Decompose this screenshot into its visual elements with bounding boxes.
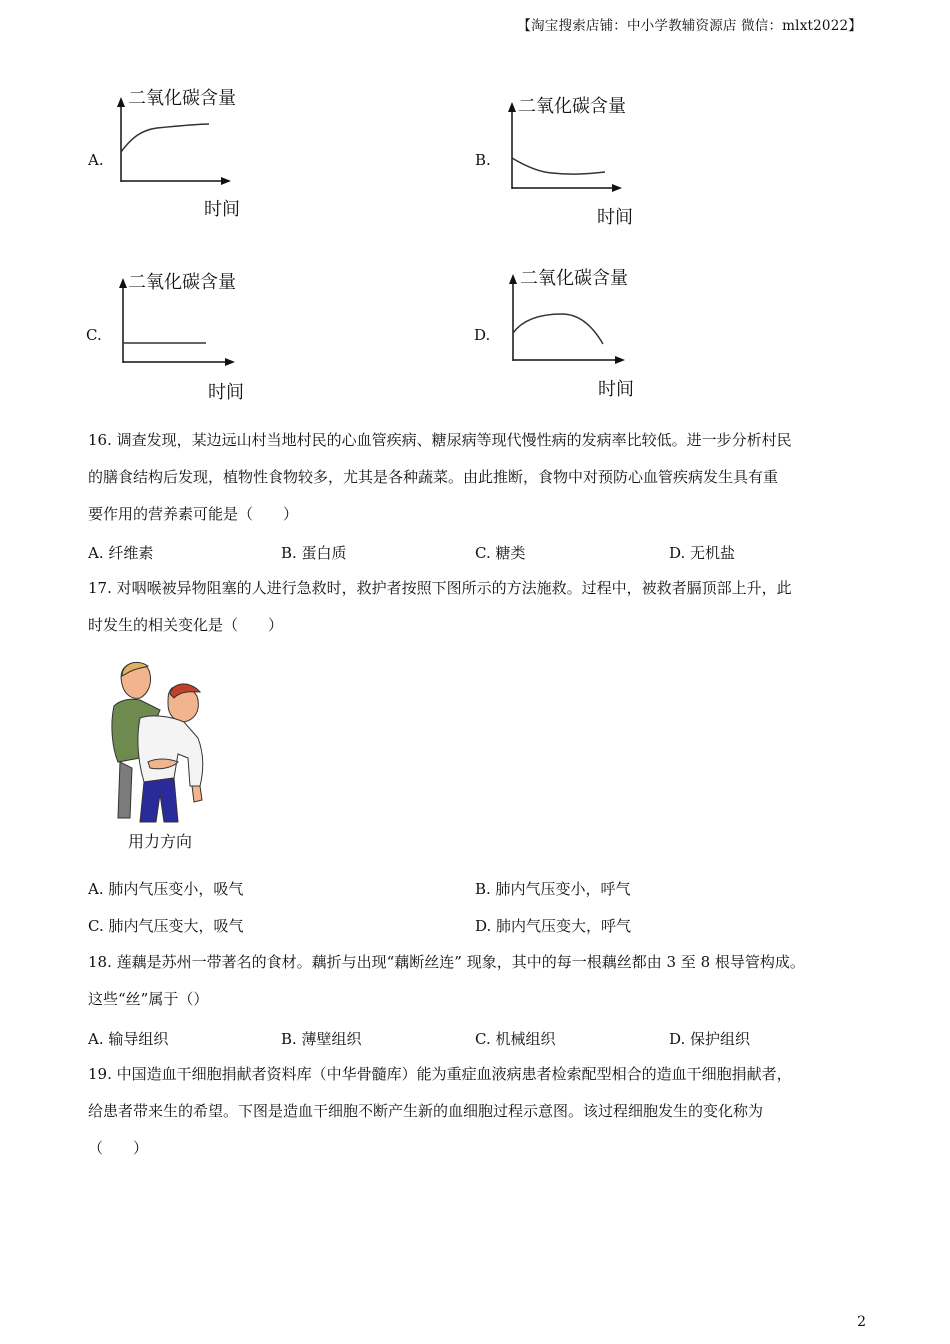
- graph-d-y-arrow: [509, 274, 517, 284]
- option-letter-d: D.: [474, 326, 491, 344]
- figure-caption: 用力方向: [128, 832, 193, 851]
- q16-line-3: 要作用的营养素可能是（ ）: [88, 505, 299, 523]
- q16-line-1: 16. 调查发现，某边远山村当地村民的心血管疾病、糖尿病等现代慢性病的发病率比较低。进一步分析村民: [88, 431, 792, 449]
- q19-line-1: 19. 中国造血干细胞捐献者资料库（中华骨髓库）能为重症血液病患者检索配型相合的造血干细胞捐献者，: [88, 1065, 792, 1083]
- graph-a: [112, 82, 262, 227]
- option-letter-c: C.: [86, 326, 102, 344]
- victim-shirt: [138, 716, 203, 786]
- q17-option-b: B. 肺内气压变小，呼气: [475, 880, 631, 898]
- graph-b-y-arrow: [508, 102, 516, 112]
- q18-option-a: A. 输导组织: [88, 1030, 169, 1048]
- graph-b-curve: [512, 158, 605, 174]
- q17-option-c: C. 肺内气压变大，吸气: [88, 917, 244, 935]
- graph-c-x-arrow: [225, 358, 235, 366]
- q16-line-2: 的膳食结构后发现，植物性食物较多，尤其是各种蔬菜。由此推断，食物中对预防心血管疾病发生具有重: [88, 468, 779, 486]
- page-header: 【淘宝搜索店铺：中小学教辅资源店 微信：mlxt2022】: [517, 18, 862, 34]
- graph-c: [114, 262, 264, 407]
- graph-c-xlabel: 时间: [208, 382, 244, 403]
- graph-d-curve: [513, 314, 603, 344]
- victim-pants: [140, 778, 178, 822]
- q16-option-d: D. 无机盐: [669, 544, 736, 562]
- option-letter-b: B.: [475, 151, 491, 169]
- q16-option-a: A. 纤维素: [88, 544, 154, 562]
- q19-line-2: 给患者带来生的希望。下图是造血干细胞不断产生新的血细胞过程示意图。该过程细胞发生的变化称为: [88, 1102, 764, 1120]
- rescuer-legs: [118, 762, 132, 818]
- graph-a-x-arrow: [221, 177, 231, 185]
- q17-line-1: 17. 对咽喉被异物阻塞的人进行急救时，救护者按照下图所示的方法施救。过程中，被救者膈顶部上升，此: [88, 579, 792, 597]
- q18-line-2: 这些“丝”属于（）: [88, 990, 209, 1008]
- victim-hand: [192, 786, 202, 802]
- graph-b-x-arrow: [612, 184, 622, 192]
- q19-line-3: （ ）: [88, 1139, 149, 1157]
- option-letter-a: A.: [88, 151, 104, 169]
- q18-option-d: D. 保护组织: [669, 1030, 751, 1048]
- graph-d: [504, 260, 654, 405]
- graph-a-xlabel: 时间: [204, 199, 240, 220]
- q18-option-c: C. 机械组织: [475, 1030, 556, 1048]
- graph-c-ylabel: 二氧化碳含量: [128, 272, 236, 293]
- page-number: 2: [857, 1314, 866, 1330]
- graph-d-xlabel: 时间: [598, 379, 634, 400]
- graph-a-ylabel: 二氧化碳含量: [128, 88, 236, 109]
- q18-line-1: 18. 莲藕是苏州一带著名的食材。藕折与出现“藕断丝连” 现象，其中的每一根藕丝都由 3 至 8 根导管构成。: [88, 953, 805, 971]
- graph-d-ylabel: 二氧化碳含量: [520, 268, 628, 289]
- graph-d-x-arrow: [615, 356, 625, 364]
- graph-a-curve: [121, 124, 209, 152]
- q17-line-2: 时发生的相关变化是（ ）: [88, 616, 284, 634]
- q17-option-a: A. 肺内气压变小，吸气: [88, 880, 244, 898]
- q17-option-d: D. 肺内气压变大，呼气: [475, 917, 632, 935]
- graph-b: [502, 88, 652, 233]
- q18-option-b: B. 薄壁组织: [281, 1030, 362, 1048]
- q16-option-c: C. 糖类: [475, 544, 526, 562]
- graph-b-xlabel: 时间: [597, 207, 633, 228]
- graph-b-ylabel: 二氧化碳含量: [518, 96, 626, 117]
- q16-option-b: B. 蛋白质: [281, 544, 347, 562]
- heimlich-illustration: [100, 658, 220, 858]
- graph-c-y-arrow: [119, 278, 127, 288]
- graph-a-y-arrow: [117, 97, 125, 107]
